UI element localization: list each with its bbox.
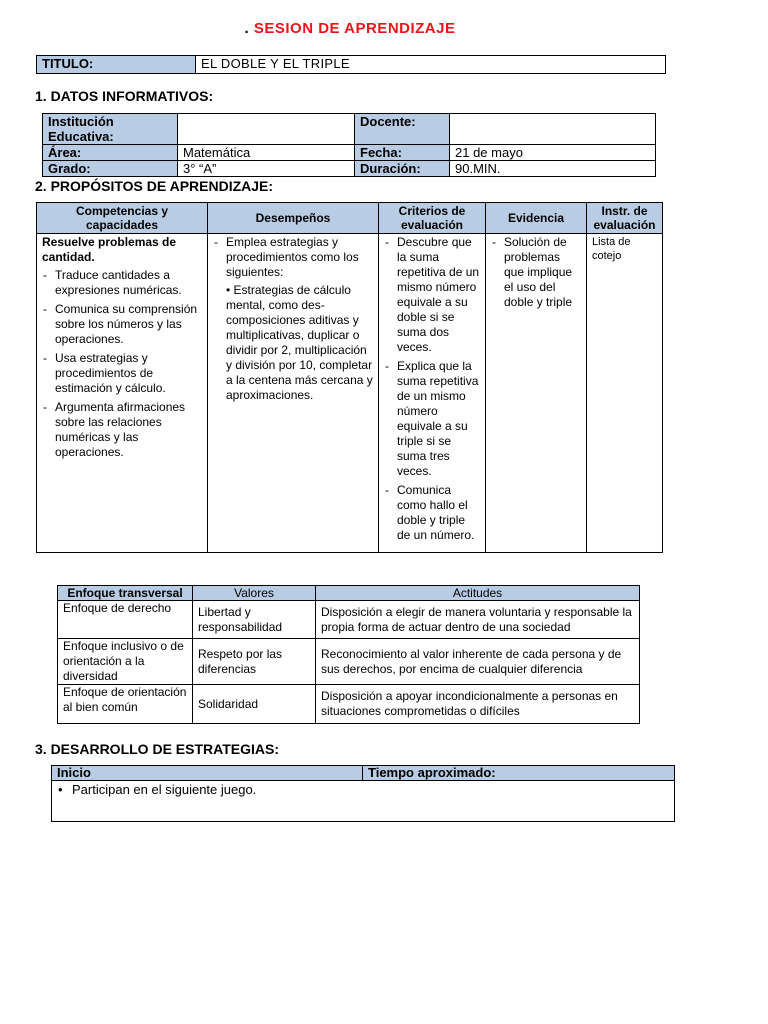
datos-label: Fecha:: [355, 145, 450, 161]
page-title: [0, 20, 700, 37]
col-header: Valores: [193, 586, 316, 601]
datos-label: Área:: [43, 145, 178, 161]
enfoque-cell: Enfoque de derecho: [58, 601, 193, 639]
competencia-title: Resuelve problemas de cantidad.: [42, 235, 177, 264]
datos-value: [178, 114, 355, 145]
datos-label: Grado:: [43, 161, 178, 177]
col-header: Evidencia: [486, 203, 587, 234]
datos-label: Institución Educativa:: [43, 114, 178, 145]
datos-value: 3° “A”: [178, 161, 355, 177]
list-item: - Descubre que la suma repetitiva de un mismo número equivale a su doble si se suma dos veces.: [384, 235, 480, 355]
col-header: Desempeños: [208, 203, 379, 234]
desempeno-sub: • Estrategias de cálculo mental, como des-composiciones aditivas y multiplicativas, duplicar o dividir por 2, multiplicación y división por 10, completar a la centena más cercana y aproximaciones.: [226, 283, 373, 402]
valor-cell: Libertad y responsabilidad: [193, 601, 316, 639]
section-2-heading: 2. PROPÓSITOS DE APRENDIZAJE:: [35, 178, 274, 194]
desempenos-list: [213, 235, 373, 403]
datos-value: 21 de mayo: [450, 145, 656, 161]
list-item: - Traduce cantidades a expresiones numéricas.: [42, 268, 202, 298]
datos-value: [450, 114, 656, 145]
col-header: Criterios de evaluación: [379, 203, 486, 234]
list-item: - Comunica como hallo el doble y triple de un número.: [384, 483, 480, 543]
list-item: - Usa estrategias y procedimientos de estimación y cálculo.: [42, 351, 202, 396]
datos-value: 90.MIN.: [450, 161, 656, 177]
col-header: Competencias y capacidades: [37, 203, 208, 234]
enfoque-cell: Enfoque de orientación al bien común: [58, 685, 193, 724]
valor-cell: Solidaridad: [193, 685, 316, 724]
list-item: - Argumenta afirmaciones sobre las relaciones numéricas y las operaciones.: [42, 400, 202, 460]
actitud-cell: Reconocimiento al valor inherente de cada persona y de sus derechos, por encima de cualquier diferencia: [316, 639, 640, 685]
section-1-heading: 1. DATOS INFORMATIVOS:: [35, 88, 214, 104]
title-dot: .: [244, 20, 250, 37]
criterios-list: [384, 235, 480, 543]
list-item: [213, 235, 373, 403]
datos-label: Duración:: [355, 161, 450, 177]
inicio-item: Participan en el siguiente juego.: [72, 782, 257, 797]
list-item: - Solución de problemas que implique el uso del doble y triple: [491, 235, 581, 310]
evidencia-cell: [486, 234, 587, 553]
criterios-cell: [379, 234, 486, 553]
titulo-label: TITULO:: [37, 56, 196, 74]
list-item: - Explica que la suma repetitiva de un mismo número equivale a su triple si se suma tres veces.: [384, 359, 480, 479]
propositos-table: [36, 202, 663, 553]
datos-table: [42, 113, 656, 177]
inicio-content: [52, 781, 675, 822]
competencias-cell: [37, 234, 208, 553]
actitud-cell: Disposición a apoyar incondicionalmente a personas en situaciones comprometidas o difíciles: [316, 685, 640, 724]
datos-label: Docente:: [355, 114, 450, 145]
titulo-table: [36, 55, 666, 74]
desarrollo-table: [51, 765, 675, 822]
evidencia-list: [491, 235, 581, 310]
section-3-heading: 3. DESARROLLO DE ESTRATEGIAS:: [35, 741, 279, 757]
enfoque-cell: Enfoque inclusivo o de orientación a la diversidad: [58, 639, 193, 685]
actitud-cell: Disposición a elegir de manera voluntaria y responsable la propia forma de actuar dentro de una sociedad: [316, 601, 640, 639]
bullet: •: [58, 782, 63, 797]
valor-cell: Respeto por las diferencias: [193, 639, 316, 685]
list-item: - Comunica su comprensión sobre los números y las operaciones.: [42, 302, 202, 347]
instrumento-cell: Lista de cotejo: [587, 234, 663, 553]
tiempo-label: Tiempo aproximado:: [363, 766, 675, 781]
desempenos-cell: [208, 234, 379, 553]
col-header: Enfoque transversal: [58, 586, 193, 601]
inicio-label: Inicio: [52, 766, 363, 781]
datos-value: Matemática: [178, 145, 355, 161]
col-header: Instr. de evaluación: [587, 203, 663, 234]
desempeno-main: - Emplea estrategias y procedimientos como los siguientes:: [226, 235, 359, 279]
col-header: Actitudes: [316, 586, 640, 601]
titulo-value: EL DOBLE Y EL TRIPLE: [196, 56, 666, 74]
capacidades-list: [42, 268, 202, 460]
title-text: SESION DE APRENDIZAJE: [253, 20, 456, 37]
enfoques-table: [57, 585, 640, 724]
